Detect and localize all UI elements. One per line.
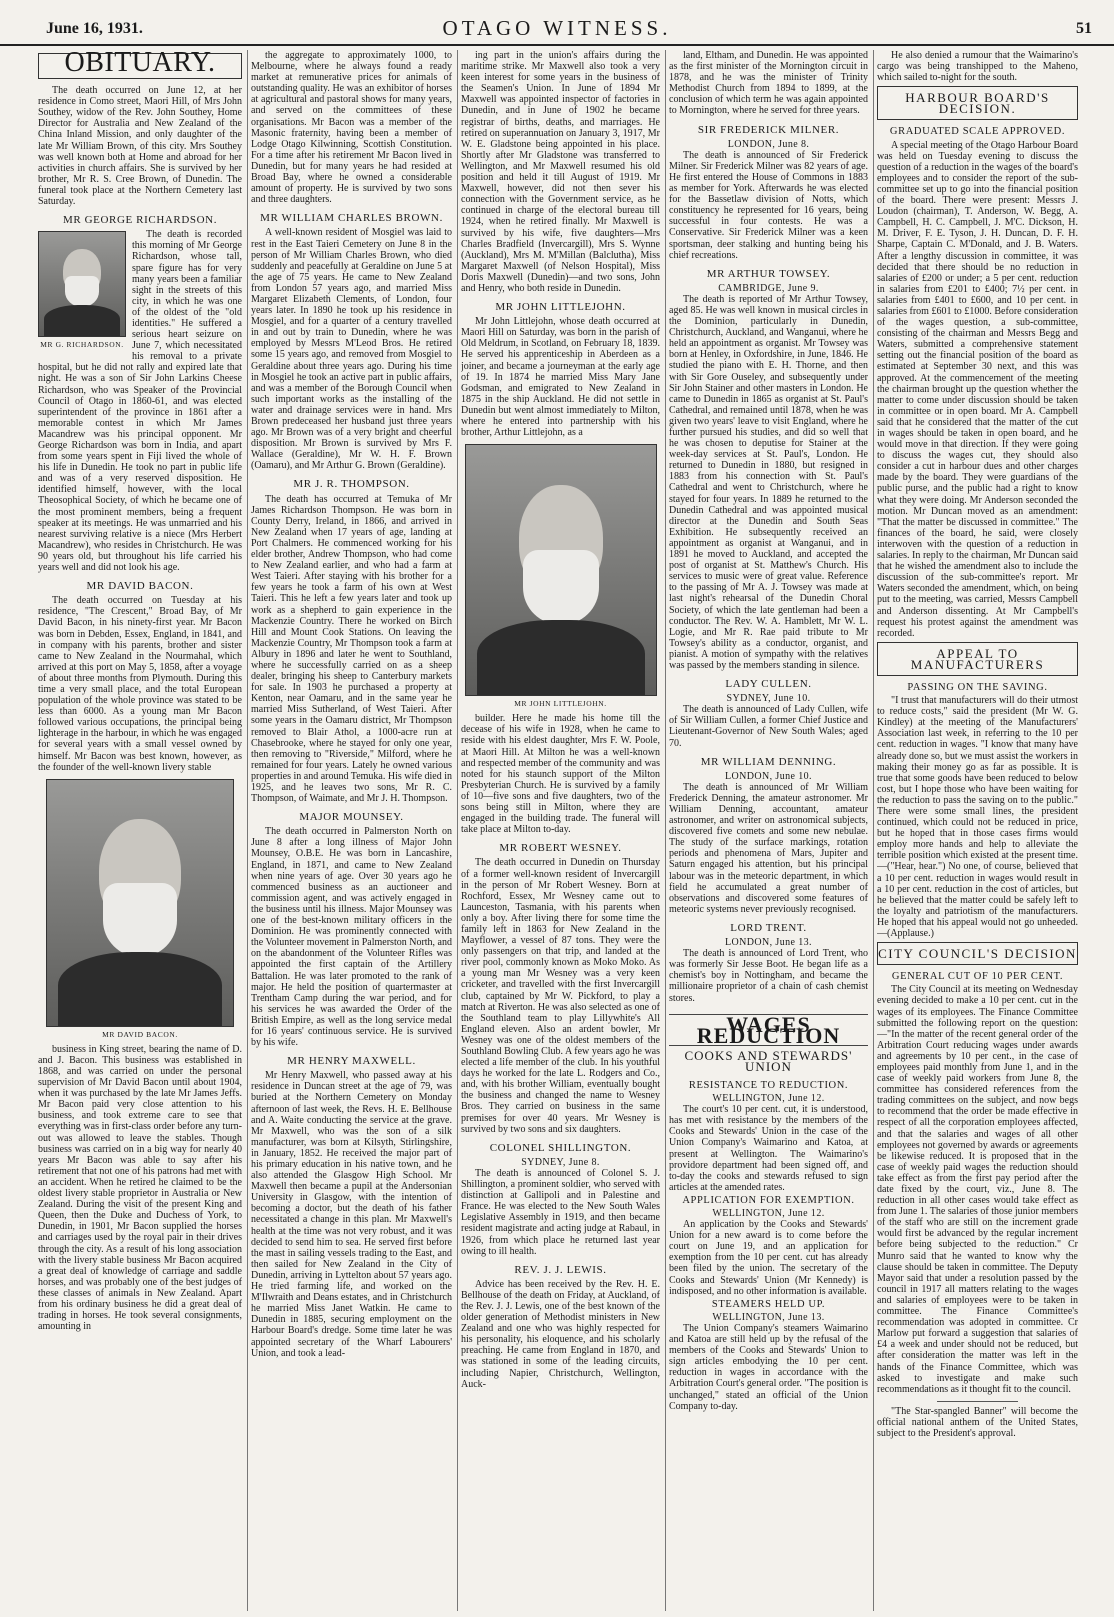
article-text: The death is announced of Colonel S. J. Shillington, a prominent soldier, who served with distinction at Gallipoli and in Palestine and France. He was elected to the New South Wales Legislative Assembly in 1919, and then became resident magistrate and acting judge at Rabaul, in 1926, from which place he returned last year owing to ill health. (461, 1167, 660, 1257)
article-text: An application by the Cooks and Stewards' Union for a new award is to come before the court on June 19, and an application for exemption from the 10 per cent. cut has already been filed by the union. The secretary of the Cooks and Stewards' Union (Mr Kennedy) is indisposed, and no other information is available. (669, 1219, 868, 1297)
dateline: WELLINGTON, June 12. (712, 1093, 825, 1105)
article-heading: COLONEL SHILLINGTON. (489, 1141, 632, 1154)
article-text: The death occurred in Dunedin on Thursday of a former well-known resident of Invercargill in the person of Mr Robert Wesney. Born at Rochford, Essex, Mr Wesney came out to Launceston, Tasmania, with his parents when only a boy. After living there for some time the family left in 1863 for New Zealand in the Mayflower, a vessel of 87 tons. They were the only passengers on that trip, and landed at the river pool, commonly known as Moko Moko. As a young man Mr Wesney was a very keen cricketer, and travelled with the first Invercargill club, captained by Mr W. Pickford, to play a match at Riverton. He was also selected as one of the Southland team to play Lillywhite's All England eleven. Also an ardent bowler, Mr Wesney was one of the oldest members of the Southland Bowling Club. A few years ago he was elected a life member of the club. In his youthful days he worked for the late L. Rodgers and Co., and, with his brother William, eventually bought the business and changed the name to Wesney Bros. They carried on business in the same premises for over 40 years. Mr Wesney is survived by two sons and six daughters. (461, 857, 660, 1135)
article-heading: MR ROBERT WESNEY. (499, 842, 622, 855)
dateline: SYDNEY, June 8. (521, 1156, 600, 1168)
article-subheading: GENERAL CUT OF 10 PER CENT. (891, 971, 1064, 983)
divider (937, 1401, 1017, 1402)
article-text: The death is reported of Mr Arthur Towsey, aged 85. He was well known in musical circles in the Dominion, particularly in Dunedin, Christchurch, Auckland, and Wanganui, where he held an appointment as organist. Mr Towsey was born at Henley, in Oxfordshire, in June, 1846. He studied the piano with E. H. Thorne, and then with Sir Gore Ouseley, and subsequently under Sir John Stainer and other masters in London. He came to Dunedin in 1865 as organist at St. Paul's Cathedral, and remained until 1878, when he was given two years' leave to visit England, where he further pursued his studies, and did so well that he was chosen to deputise for Stainer at the week-day services at St. Paul's, London. He returned to Dunedin in 1880, but resigned in 1883 from his connection with St. Paul's Cathedral and went to Christchurch, where he stayed for four years. In 1889 he returned to the Dunedin Cathedral and was appointed musical director at the Dunedin and South Seas Exhibition. He subsequently received an appointment as organist at Wanganui, and in 1891 he moved to Auckland, and accepted the post of organist at St. Matthew's Church. His services to music were of great value. Reference to the passing of Mr A. J. Towsey was made at last night's rehearsal of the Dunedin Choral Society, of which the late gentleman had been a conductor. The Rev. W. A. Hamblett, Mr W. L. Logie, and Mr R. Rae paid tribute to Mr Towsey's ability as a conductor, organist, and pianist. A motion of sympathy with the relatives was passed by the members standing in silence. (669, 293, 868, 671)
article-text: business in King street, bearing the name of D. and J. Bacon. This business was established in 1868, and was carried on under the personal supervision of Mr David Bacon until about 1904, when it was purchased by the late Mr James Jeffs. Mr Bacon paid very close attention to his business, and took extreme care to see that everything was in first-class order before any turn-out was allowed to leave the stables. Though business was carried on in a big way for nearly 40 years Mr Bacon was able to say after his retirement that not one of his patrons had met with an accident. When he retired he claimed to be the oldest livery stable proprietor in Australia or New Zealand. During the visit of the present King and Queen, then the Duke and Duchess of York, to Dunedin, in 1901, Mr Bacon supplied the horses and carriages used by the royal pair in their drives through the city. As a result of his long association with the livery stable business Mr Bacon acquired a great deal of knowledge of carriage and saddle horses, and was probably one of the best judges of these classes of animals in New Zealand. Apart from his ordinary business he did a great deal of trading in horses. He took several consignments, amounting in (38, 1043, 242, 1333)
article-text: He also denied a rumour that the Waimarino's cargo was being transhipped to the Maheno, which sailed to-night for the south. (877, 50, 1078, 84)
article-heading: LADY CULLEN. (725, 678, 812, 691)
article-heading: MR HENRY MAXWELL. (287, 1055, 416, 1068)
article-text: builder. Here he made his home till the decease of his wife in 1928, when he came to reside with his eldest daughter, Mrs F. W. Poole, at Maori Hill. At Milton he was a well-known and respected member of the community and was noted for his staunch support of the Milton Presbyterian Church. He is survived by a family of 10—five sons and five daughters, two of the sons being still in Milton, where they are engaged in the building trade. The funeral will take place at Milton to-day. (461, 713, 660, 836)
portrait-richardson (38, 231, 126, 354)
article-text: ing part in the union's affairs during the maritime strike. Mr Maxwell also took a very keen interest for some years in the business of the Seamen's Union. In June of 1894 Mr Maxwell was appointed inspector of factories in Dunedin, and in June of 1902 he became registrar of births, deaths, and marriages. He retired on superannuation on January 3, 1917, Mr W. E. Gladstone being appointed in his place. Shortly after Mr Gladstone was transferred to Wellington, and Mr Maxwell resumed his old position and held it till August of 1919. Mr Maxwell, however, did not then sever his connection with the Government service, as he continued in charge of the electoral bureau till 1924, when he retired finally. Mr Maxwell is survived by his wife, five daughters—Mrs Charles Bradfield (Invercargill), Mrs S. Wynne (Auckland), Mrs M. M'Millan (Balclutha), Miss Margaret Maxwell (of Nelson Hospital), Miss Doris Maxwell (Dunedin)—and two sons, John and Henry, who both reside in Dunedin. (461, 50, 660, 294)
portrait-littlejohn (465, 444, 656, 709)
article-text: A well-known resident of Mosgiel was laid to rest in the East Taieri Cemetery on June 8 in the person of Mr William Charles Brown, who died suddenly and peacefully at Geraldine on June 5 at the age of 75 years. He came to New Zealand from London 57 years ago, and married Miss Margaret Elizabeth Clements, of London, four years later. In 1890 he took up his residence in Mosgiel, and for a quarter of a century travelled in and out by train to Dunedin, where he was employed by Messrs M'Leod Bros. He retired some 15 years ago, and removed from Mosgiel to Geraldine about three years ago. During his time in Mosgiel he took an active part in public affairs, and was a member of the Borough Council when such important works as the installing of the water and drainage services were in hand. Mrs Brown predeceased her husband just three years ago. Mr Brown was of a very bright and cheerful disposition. Mr Brown is survived by Mrs F. Wallace (Geraldine), Mr W. H. F. Brown (Oamaru), and Mr Arthur G. Brown (Geraldine). (251, 227, 452, 472)
article-text: The death has occurred at Temuka of Mr James Richardson Thompson. He was born in County Derry, Ireland, in 1866, and arrived in New Zealand when 17 years of age, landing at Port Chalmers. He commenced working for his elder brother, Andrew Thompson, who had come to New Zealand earlier, and who had a farm at West Taieri. After staying with his brother for a few years he took a farm of his own at West Taieri. This he left a few years later and took up work as a shepherd to gain experience in the Mackenzie Country. There he worked on Birch Hill and Mount Cook Stations. On leaving the Mackenzie Country, Mr Thompson took a farm at Albury in 1896 and later he went to Southland, where he successfully carried on as a sheep dealer, bringing his sheep to Canterbury markets for sale. In 1903 he purchased a property at Kenton, near Oamaru, and in the same year he married Miss Sutherland, of West Taieri. After some years in the Oamaru district, Mr Thompson removed to Blair Athol, a 1000-acre run at Chasebrooke, where he stayed for only one year, then removing to "Riverside," Milford, where he remained for four years. Lately he owned various properties in and around Temuka. His wife died in 1925, and he leaves two sons, Mr R. C. Thompson, of Waimate, and Mr J. H. Thompson. (251, 493, 452, 805)
section-heading-box: APPEAL TO MANUFACTURERS (877, 642, 1078, 676)
column-2 (251, 50, 452, 1613)
article-heading: MR DAVID BACON. (86, 580, 194, 593)
issue-date: June 16, 1931. (46, 20, 143, 37)
photo-caption: MR JOHN LITTLEJOHN. (514, 699, 607, 709)
article-text: Advice has been received by the Rev. H. E. Bellhouse of the death on Friday, at Auckland, of the Rev. J. J. Lewis, one of the best known of the older generation of Methodist ministers in New Zealand and one who was highly respected for his personality, his eloquence, and his scholarly preaching. He came from England in 1870, and was stationed in some of the leading circuits, including Napier, Christchurch, Wellington, Auck- (461, 1278, 660, 1390)
article-heading: MR GEORGE RICHARDSON. (62, 214, 218, 227)
column-4 (669, 50, 868, 1613)
article-heading: MR J. R. THOMPSON. (293, 478, 410, 491)
article-text: The Union Company's steamers Waimarino and Katoa are still held up by the refusal of the members of the Cooks and Stewards' Union to sign articles embodying the 10 per cent. reduction in wages in accordance with the Arbitration Court's general order. "The position is unchanged," stated an official of the Union Company to-day. (669, 1322, 868, 1412)
article-text: Mr John Littlejohn, whose death occurred at Maori Hill on Saturday, was born in the parish of Old Meldrum, in Scotland, on February 18, 1839. He served his apprenticeship in Aberdeen as a joiner, and became a journeyman at the early age of 19. In 1874 he married Miss Mary Jane Godsman, and emigrated to New Zealand in 1875 in the ship Auckland. He did not settle in Dunedin but went almost immediately to Milton, where he entered into partnership with his brother, Arthur Littlejohn, as a (461, 316, 660, 439)
article-heading: RESISTANCE TO REDUCTION. (688, 1079, 849, 1091)
column-divider (665, 50, 666, 1611)
article-heading: REV. J. J. LEWIS. (514, 1263, 607, 1276)
article-heading: SIR FREDERICK MILNER. (697, 123, 840, 136)
article-text: The City Council at its meeting on Wednesday evening decided to make a 10 per cent. cut in the wages of its employees. The Finance Committee submitted the following report on the question:—"In the matter of the recent general order of the Arbitration Court reducing wages under awards and agreements by 10 per cent., in the case of employees paid monthly from June 1, and in the case of weekly paid workers from June 8, the committee has considered references from the trading committees on the subject, and now begs to recommend that the order be made effective in respect of all the corporation employees affected, and that the salaries and wages of all other employees not governed by awards or agreements be likewise reduced. It is proposed that in the case of weekly paid wages the reduction should take effect as from the first pay period after the date fixed by the court, viz., June 8. The reduction in all other cases would take effect as from June 1. The salaries of those junior members of the staff who are still on the increment grade would first be advanced by the regular increment before being subjected to the reduction." Cr Munro said that he wanted to know why the clause should be taken in committee. The Deputy Mayor said that under a resolution passed by the council in 1917 all matters relating to the wages and salaries of employees were to be taken in committee. The Finance Committee's recommendation was adopted in committee. Cr Marlow put forward a suggestion that salaries of £4 a week and under should not be reduced, but after consideration the matter was left in the hands of the Finance Committee, which was asked to investigate and make such recommendations as it thought fit to the council. (877, 984, 1078, 1395)
article-subheading: PASSING ON THE SAVING. (907, 681, 1048, 693)
dateline: LONDON, June 13. (725, 937, 812, 949)
column-divider (457, 50, 458, 1611)
article-heading: MR ARTHUR TOWSEY. (706, 267, 831, 280)
dateline: LONDON, June 8. (727, 138, 810, 150)
article-text: The death is announced of Mr William Frederick Denning, the amateur astronomer. Mr William Denning, accountant, amateur astronomer, and writer on astronomical subjects, discovered five comets and some new nebulae. The study of the surface markings, rotation periods and phenomena of Mars, Jupiter and Saturn engaged his attention, but his principal labour was in the meteoric department, in which field he accumulated a great number of observations and discovered some features of meteoric systems never previously recognised. (669, 781, 868, 915)
article-heading: LORD TRENT. (730, 921, 807, 934)
page-header (0, 0, 1114, 46)
article-text: The court's 10 per cent. cut, it is understood, has met with resistance by the members of the Cooks and Stewards' Union in the case of the Union Company's Waimarino and Katoa, at present at Wellington. The Waimarino's providore department had been signed off, and to-day the cooks and stewards refused to sign articles at the amended rates. (669, 1104, 868, 1193)
section-heading-box: CITY COUNCIL'S DECISION (877, 942, 1078, 965)
dateline: LONDON, June 10. (725, 770, 812, 782)
article-heading: MR JOHN LITTLEJOHN. (495, 301, 626, 314)
article-heading: APPLICATION FOR EXEMPTION. (682, 1194, 855, 1206)
section-title: OBITUARY. (64, 50, 216, 78)
article-text: The death is announced of Sir Frederick Milner. Sir Frederick Milner was 82 years of age. He first entered the House of Commons in 1883 as member for York. Afterwards he was elected for the Bassetlaw division of Notts, which constituency he represented for 16 years, being successful in four contests. He was a Conservative. Sir Frederick Milner was a keen sportsman, deer stalking and hunting being his chief recreations. (669, 149, 868, 261)
column-5 (877, 50, 1078, 1613)
article-text: land, Eltham, and Dunedin. He was appointed as the first minister of the Mornington circuit in 1878, and he was the minister of Trinity Methodist Church from 1894 to 1899, at the conclusion of which term he was again appointed to Mornington, where he served for three years. (669, 50, 868, 117)
article-text: The death occurred on June 12, at her residence in Como street, Maori Hill, of Mrs John Southey, widow of the Rev. John Southey, Home Director for Australia and New Zealand of the China Inland Mission, and only daughter of the late Mr William Brown, of this city. Mrs Southey was well known both at Home and abroad for her activities in church affairs. She is survived by her brother, Mr R. S. Cree Brown, of Dunedin. The funeral took place at the Northern Cemetery last Saturday. (38, 85, 242, 208)
page-number: 51 (1076, 20, 1092, 37)
dateline: WELLINGTON, June 12. (712, 1208, 825, 1219)
photo-caption: MR DAVID BACON. (102, 1029, 178, 1039)
article-heading: MR WILLIAM DENNING. (700, 755, 837, 768)
article-text: the aggregate to approximately 1000, to Melbourne, where he always found a ready market at remunerative prices for animals of outstanding quality. He was an exhibitor of horses at agricultural and pastoral shows for many years, and served on the committees of these organisations. Mr Bacon was a member of the Masonic fraternity, having been a member of Lodge Otago Kilwinning, Scottish Constitution. For a time after his retirement Mr Bacon lived in Dunedin, but for many years he had resided at Broad Bay, where he owned a considerable amount of property. He is survived by two sons and three daughters. (251, 50, 452, 206)
article-text: The death occurred in Palmerston North on June 8 after a long illness of Major John Mounsey, O.B.E. He was born in Lancashire, England, in 1871, and came to New Zealand when nine years of age. Over 30 years ago he commenced business as an auctioneer and commission agent, and was actively engaged in the business until his illness. Major Mounsey was one of the best-known military officers in the Dominion. He was prominently connected with the Volunteer movement in Palmerston North, and on the abandonment of the Volunteer Rifles was appointed the first captain of the Artillery Battalion. He was later promoted to the rank of major. He held the position of quartermaster at Trentham Camp during the war period, and for his services he was awarded the Order of the British Empire, as well as the long service medal for 16 years' continuous service. He is survived by his wife. (251, 826, 452, 1049)
dateline: SYDNEY, June 10. (726, 693, 811, 705)
article-text: "The Star-spangled Banner" will become the official national anthem of the United States, subject to the President's approval. (877, 1405, 1078, 1439)
section-heading-box: HARBOUR BOARD'S DECISION. (877, 86, 1078, 120)
portrait-photo (465, 444, 657, 696)
portrait-photo (46, 779, 234, 1027)
column-divider (873, 50, 874, 1611)
column-1 (38, 50, 242, 1613)
masthead-title: OTAGO WITNESS. (442, 16, 672, 40)
photo-caption: MR G. RICHARDSON. (40, 340, 124, 350)
column-divider (247, 50, 248, 1611)
article-heading: MAJOR MOUNSEY. (299, 811, 404, 824)
article-heading: STEAMERS HELD UP. (711, 1298, 826, 1310)
article-text: The death is announced of Lord Trent, who was formerly Sir Jesse Boot. He began life as a chemist's boy in Nottingham, and became the millionaire proprietor of a chain of cash chemist stores. (669, 948, 868, 1004)
article-text: The death occurred on Tuesday at his residence, "The Crescent," Broad Bay, of Mr David Bacon, in his ninety-first year. Mr Bacon was born in Debden, Essex, England, in 1841, and in company with his parents, brother and sister came to New Zealand in the Nourmahal, which arrived at this port on May 5, 1858, after a voyage of about three months from Plymouth. During this time a very small place, and the total European population of the whole province was stated to be less than 6000. As a young man Mr Bacon followed various occupations, the principal being lighterage in the harbour, in which he was engaged for several years with a small vessel owned by himself. Mr Bacon was best known, however, as the founder of the well-known livery stable (38, 595, 242, 773)
article-text: A special meeting of the Otago Harbour Board was held on Tuesday evening to discuss the question of a reduction in the wages of the board's employees and to consider the report of the sub-committee set up to go into the financial position of the board. There were present: Messrs J. Loudon (chairman), T. Anderson, W. Begg, A. Campbell, H. C. Campbell, J. M'C. Dickson, H. M. Driver, F. E. Tyson, J. H. Duncan, D. F. H. Sharpe, Captain C. M'Donald, and J. B. Waters. After a lengthy discussion in committee, it was decided that there should be no reduction in salaries of £200 or under; a 5 per cent. reduction in salaries from £201 to £400; 7½ per cent. in salaries from £401 to £600, and 10 per cent. in salaries from £601 to £1000. Before consideration of the wages question, a sub-committee, consisting of the chairman and Messrs Begg and Waters, submitted a comprehensive statement setting out the financial position of the board as estimated at September 30 next, and this was approved. At the commencement of the meeting the chairman brought up the question whether the matter to come under discussion should be taken in committee or in open board. Mr A. Campbell said that he considered that the matter of the cut in wages should be taken in open board, and he would move in that direction. If they were going to discuss the wages cut, they should also consider a cut in harbour dues and other charges made by the board. They were guardians of the public purse, and the public had a right to know what they were doing. Mr Anderson seconded the motion. Mr Duncan moved as an amendment: "That the matter be discussed in committee." The finances of the board, he said, were closely interwoven with the question of a reduction in salaries. In reply to the chairman, Mr Duncan said that he wished the amendment also to include the discussion of the sub-committee's report. Mr Waters seconded the amendment, which, on being put to the meeting, was carried, Messrs Campbell and Anderson dissenting. At Mr Campbell's request his protest against the amendment was recorded. (877, 139, 1078, 639)
wages-subheadline: COOKS AND STEWARDS' UNION (684, 1047, 853, 1074)
dateline: WELLINGTON, June 13. (712, 1311, 825, 1323)
column-3 (461, 50, 660, 1613)
obituary-heading-box (38, 50, 242, 79)
wages-reduction-headline: WAGES REDUCTION (669, 1014, 868, 1046)
article-text: Mr Henry Maxwell, who passed away at his residence in Duncan street at the age of 79, was buried at the Northern Cemetery on Monday afternoon of last week, the Revs. H. E. Bellhouse and A. Waite conducting the service at the grave. Mr Maxwell, who was the son of a silk manufacturer, was born at Kilsyth, Stirlingshire, in January, 1852. He received the major part of his primary education in his native town, and he also attended the Glasgow High School. Mr Maxwell then became a pupil at the Andersonian University in Glasgow, with the intention of becoming a doctor, but the death of his father necessitated a change in this plan. Mr Maxwell's health at the time was not very robust, and it was decided to send him to sea. He served first before the mast in sailing vessels trading to the East, and then sailed for New Zealand in the City of Dunedin, arriving in Lyttelton about 57 years ago. He tried farming life, and worked on the M'Ilwraith and Deans estates, and in Christchurch he married Miss Janet Watkin. He came to Dunedin in 1885, securing employment on the Harbour Board's dredge. Some time later he was appointed secretary of the Wharf Labourers' Union, and took a lead- (251, 1070, 452, 1359)
dateline: CAMBRIDGE, June 9. (718, 282, 819, 294)
portrait-photo (38, 231, 126, 337)
article-text: The death is announced of Lady Cullen, wife of Sir William Cullen, a former Chief Justice and Lieutenant-Governor of New South Wales; aged 70. (669, 704, 868, 749)
article-subheading: GRADUATED SCALE APPROVED. (889, 126, 1066, 138)
article-text: "I trust that manufacturers will do their utmost to reduce costs," said the president (Mr W. G. Kindley) at the meeting of the Manufacturers' Association last week, in referring to the 10 per cent. reduction in wages. "I know that many have already done so, but we must assist the workers in making their money go as far as possible. It is true that some goods have been reduced to below cost, but I hope those who have been waiting for the reduction to pass the saving on to the public." There were some small lines, the president continued, which could not be reduced in price, but he hoped that in those cases firms would employ more hands and help to alleviate the terrible position which existed at the present time.—("Hear, hear.") No one, of course, believed that a 10 per cent. reduction in wages would result in a 10 per cent. reduction in the cost of articles, but he believed that the matter could be safely left to the loyalty and patriotism of the manufacturers. He hoped that his appeal would not go unheeded.—(Applause.) (877, 695, 1078, 940)
article-heading: MR WILLIAM CHARLES BROWN. (260, 212, 443, 225)
article-text: The death is recorded this morning of Mr George Richardson, whose tall, spare figure has for very many years been a familiar sight in the streets of this city, in which he was one of the oldest of the "old identities." He suffered a serious heart seizure on June 7, which necessitated his removal to a private hospital, but he did not rally and expired late that night. He was a son of Sir John Larkins Cheese Richardson, who was Speaker of the Provincial Council of Otago in 1860-61, and was elected superintendent of the province in 1861 after a memorable contest in which Mr James Macandrew was his principal opponent. Mr George Richardson was born in India, and apart from some years spent in Fiji lived the whole of his life in Dunedin. He took no part in public life and was of a very reserved disposition. He identified himself, however, with the local Theosophical Society, of which he became one of the most prominent members, being a frequent speaker at its meetings. He was unmarried and his nearest surviving relative is a niece (Mrs Herbert Macandrew), who resides in Christchurch. He was 90 years old, but throughout his life carried his years well and did not look his age. (38, 229, 242, 574)
portrait-bacon (46, 779, 234, 1040)
